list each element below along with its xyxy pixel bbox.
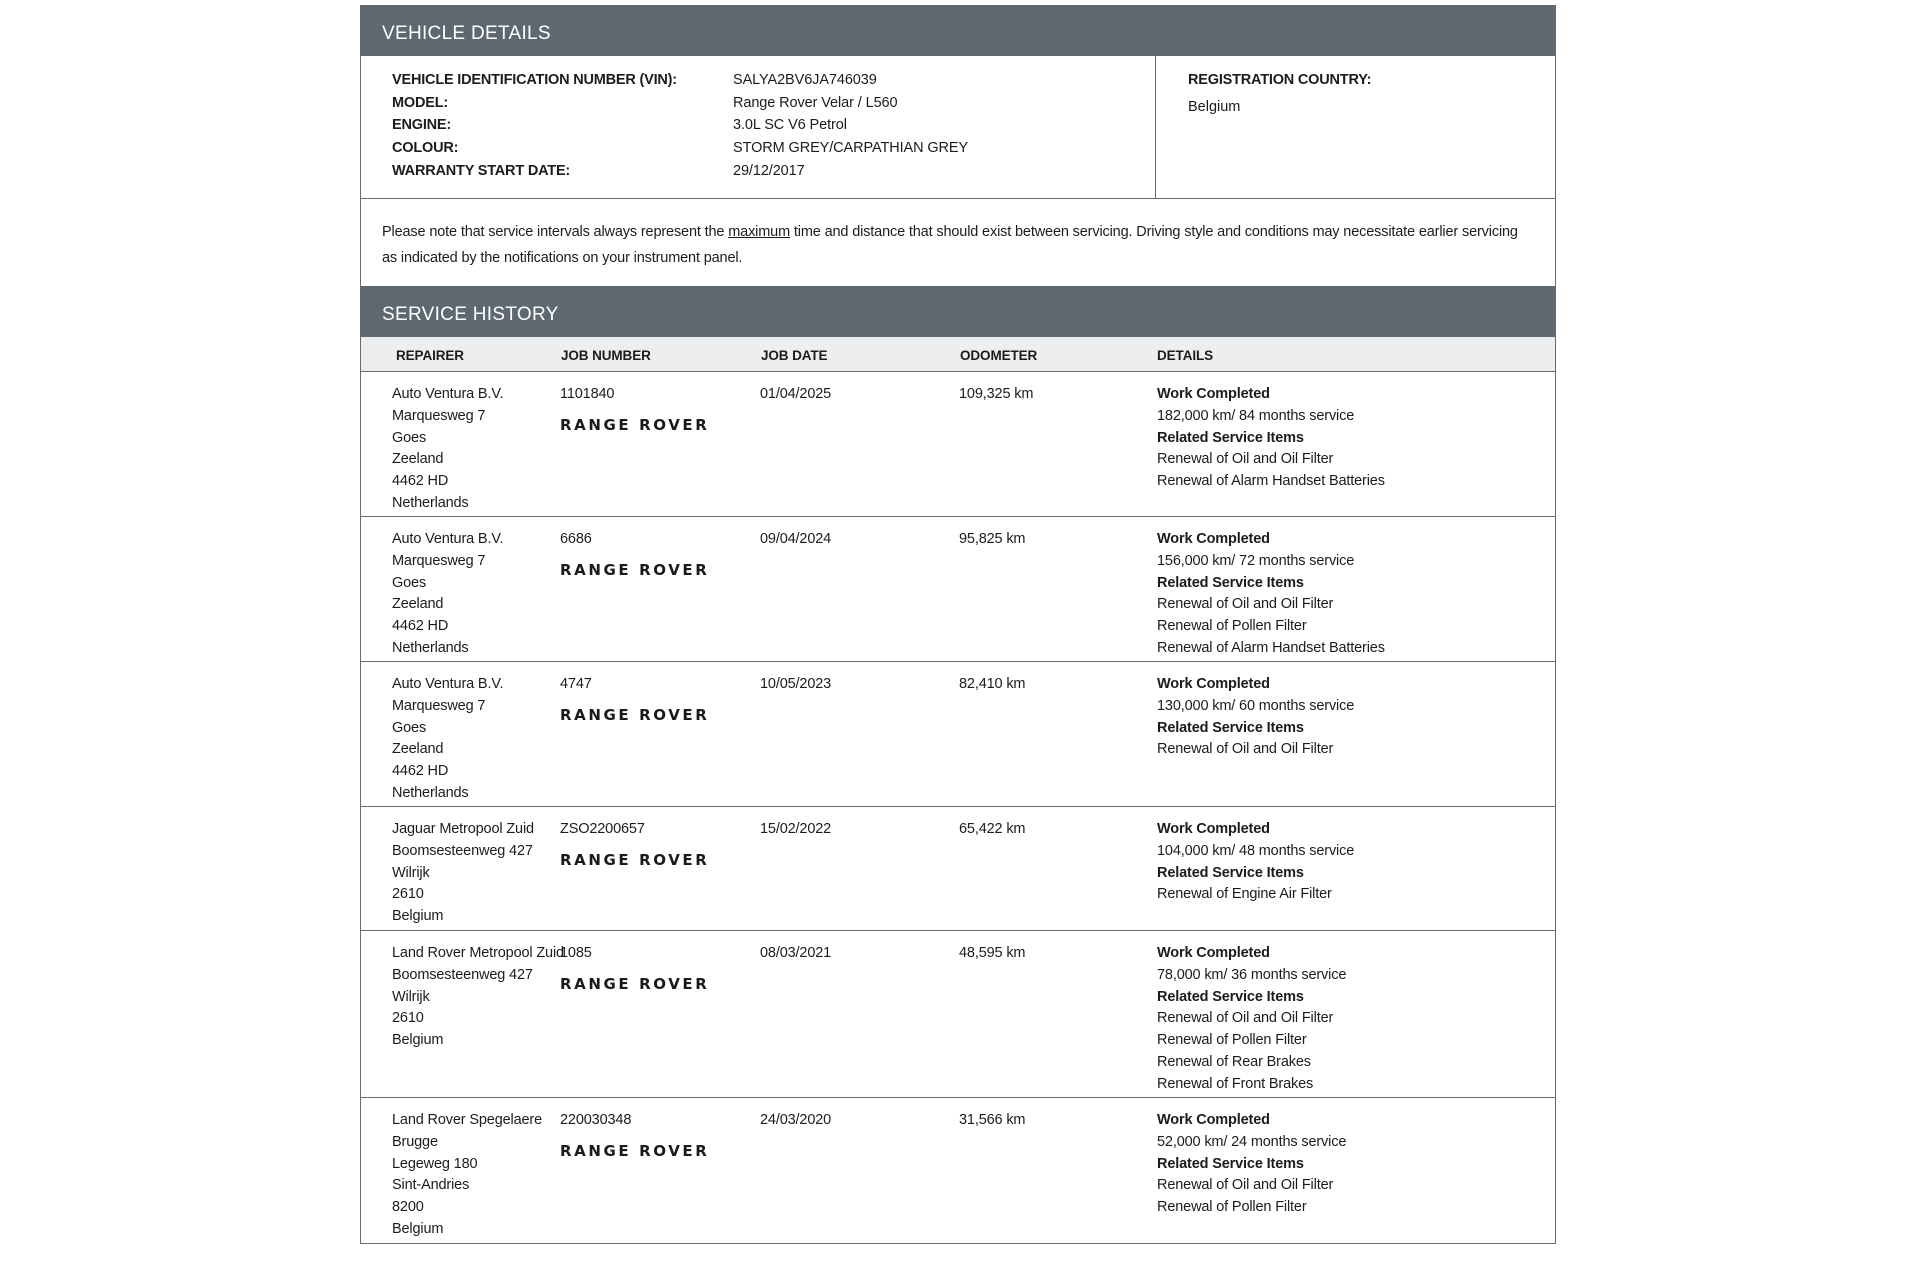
job-date: 15/02/2022 (760, 821, 832, 837)
vin-label: VEHICLE IDENTIFICATION NUMBER (VIN): (392, 72, 677, 88)
details-cell (1157, 1110, 1555, 1243)
repairer-address-line: Netherlands (392, 784, 469, 801)
service-history-column-headers (361, 337, 1555, 372)
work-completed-label: Work Completed (1157, 945, 1270, 961)
odometer-cell (958, 384, 1157, 516)
repairer-address-line: Zeeland (392, 741, 444, 758)
repairer-address-line: 4462 HD (392, 618, 449, 635)
work-completed-label: Work Completed (1157, 531, 1270, 547)
vehicle-details-fields (361, 56, 1156, 198)
job-date-cell (759, 384, 958, 516)
job-date-cell (759, 943, 958, 1097)
engine-label: ENGINE: (392, 117, 452, 134)
column-header-details: DETAILS (1157, 348, 1214, 363)
job-date: 10/05/2023 (760, 676, 832, 692)
job-number: 1101840 (560, 386, 615, 402)
odometer-reading: 95,825 km (959, 531, 1026, 547)
job-number-cell (560, 1110, 759, 1243)
repairer-address-line: Marquesweg 7 (392, 407, 486, 424)
range-rover-logo: RANGE ROVER (560, 974, 710, 993)
range-rover-logo: RANGE ROVER (560, 850, 710, 869)
engine-row (392, 117, 1155, 140)
service-item: Renewal of Alarm Handset Batteries (1157, 473, 1385, 490)
service-item: Renewal of Oil and Oil Filter (1157, 741, 1334, 758)
repairer-address-line: Brugge (392, 1133, 438, 1150)
service-item: Renewal of Pollen Filter (1157, 1032, 1307, 1049)
repairer-cell (361, 943, 564, 1097)
details-cell (1157, 819, 1555, 930)
details-cell (1157, 674, 1555, 806)
details-cell (1157, 529, 1555, 661)
repairer-address-line: Zeeland (392, 596, 444, 613)
repairer-address-line: Goes (392, 574, 427, 591)
job-date: 09/04/2024 (760, 531, 832, 547)
job-number-cell (560, 943, 759, 1097)
odometer-reading: 109,325 km (959, 386, 1034, 402)
range-rover-logo: RANGE ROVER (560, 415, 710, 434)
column-header-repairer: REPAIRER (396, 348, 464, 363)
repairer-address-line: Wilrijk (392, 864, 430, 881)
registration-country-label: REGISTRATION COUNTRY: (1188, 72, 1372, 88)
odometer-reading: 48,595 km (959, 945, 1026, 961)
repairer-address-line: Netherlands (392, 494, 469, 511)
job-date: 24/03/2020 (760, 1112, 832, 1128)
registration-panel (1156, 56, 1371, 198)
colour-label: COLOUR: (392, 140, 459, 157)
repairer-cell (361, 819, 560, 930)
repairer-address-line: 4462 HD (392, 763, 449, 780)
repairer-address-line: 4462 HD (392, 473, 449, 490)
repairer-address-line: Belgium (392, 1220, 444, 1237)
odometer-reading: 31,566 km (959, 1112, 1026, 1128)
details-cell (1157, 384, 1555, 516)
odometer-reading: 82,410 km (959, 676, 1026, 692)
repairer-address-line: Boomsesteenweg 427 (392, 842, 533, 859)
table-row (361, 662, 1555, 807)
job-number-cell (560, 819, 759, 930)
repairer-address-line: Land Rover Spegelaere (392, 1112, 543, 1128)
repairer-address-line: 2610 (392, 886, 424, 903)
repairer-address-line: Wilrijk (392, 988, 430, 1005)
range-rover-logo: RANGE ROVER (560, 705, 710, 724)
warranty-value: 29/12/2017 (733, 162, 805, 179)
service-description: 104,000 km/ 48 months service (1157, 842, 1355, 859)
warranty-label: WARRANTY START DATE: (392, 162, 571, 179)
odometer-cell (958, 1110, 1157, 1243)
odometer-cell (958, 674, 1157, 806)
repairer-address-line: Marquesweg 7 (392, 552, 486, 569)
service-history-rows (361, 372, 1555, 1243)
odometer-cell (958, 943, 1157, 1097)
service-description: 52,000 km/ 24 months service (1157, 1133, 1347, 1150)
job-date-cell (759, 674, 958, 806)
details-cell (1157, 943, 1555, 1097)
job-number-cell (560, 674, 759, 806)
repairer-address-line: Belgium (392, 1032, 444, 1049)
repairer-address-line: Legeweg 180 (392, 1155, 478, 1172)
colour-value: STORM GREY/CARPATHIAN GREY (733, 140, 969, 157)
column-header-job-number: JOB NUMBER (561, 348, 651, 363)
engine-value: 3.0L SC V6 Petrol (733, 117, 847, 134)
service-record-document (360, 5, 1556, 1244)
warranty-row (392, 163, 1155, 186)
work-completed-label: Work Completed (1157, 821, 1270, 837)
column-header-odometer: ODOMETER (960, 348, 1038, 363)
table-row (361, 372, 1555, 517)
repairer-address-line: Auto Ventura B.V. (392, 676, 504, 692)
range-rover-logo: RANGE ROVER (560, 1141, 710, 1160)
service-description: 78,000 km/ 36 months service (1157, 966, 1347, 983)
vin-value: SALYA2BV6JA746039 (733, 72, 877, 88)
job-number-cell (560, 529, 759, 661)
repairer-address-line: Sint-Andries (392, 1177, 470, 1194)
work-completed-label: Work Completed (1157, 386, 1270, 402)
job-number: 6686 (560, 531, 592, 547)
column-header-job-date: JOB DATE (761, 348, 828, 363)
repairer-address-line: Jaguar Metropool Zuid (392, 821, 534, 837)
table-row (361, 807, 1555, 931)
job-date: 08/03/2021 (760, 945, 832, 961)
colour-row (392, 140, 1155, 163)
model-row (392, 95, 1155, 118)
related-service-items-label: Related Service Items (1157, 719, 1304, 736)
service-history-heading: SERVICE HISTORY (361, 286, 1555, 337)
repairer-address-line: Boomsesteenweg 427 (392, 966, 533, 983)
note-emphasis: maximum (728, 224, 791, 240)
repairer-address-line: Zeeland (392, 451, 444, 468)
odometer-cell (958, 819, 1157, 930)
repairer-cell (361, 1110, 560, 1243)
service-description: 156,000 km/ 72 months service (1157, 552, 1355, 569)
service-item: Renewal of Oil and Oil Filter (1157, 1177, 1334, 1194)
note-text-start: Please note that service intervals always represent the (382, 224, 729, 240)
service-item: Renewal of Front Brakes (1157, 1075, 1314, 1092)
repairer-address-line: Auto Ventura B.V. (392, 531, 504, 547)
job-number: 1085 (560, 945, 592, 961)
service-description: 182,000 km/ 84 months service (1157, 407, 1355, 424)
repairer-address-line: Land Rover Metropool Zuid (392, 945, 564, 961)
vin-row (392, 72, 1155, 95)
repairer-address-line: Goes (392, 429, 427, 446)
service-interval-note (361, 199, 1555, 286)
job-number-cell (560, 384, 759, 516)
job-date: 01/04/2025 (760, 386, 832, 402)
repairer-address-line: Netherlands (392, 639, 469, 656)
repairer-address-line: Belgium (392, 908, 444, 925)
vehicle-details-heading: VEHICLE DETAILS (361, 5, 1555, 56)
repairer-cell (361, 384, 560, 516)
work-completed-label: Work Completed (1157, 676, 1270, 692)
repairer-address-line: Marquesweg 7 (392, 697, 486, 714)
odometer-cell (958, 529, 1157, 661)
model-value: Range Rover Velar / L560 (733, 94, 898, 111)
job-number: 4747 (560, 676, 592, 692)
service-item: Renewal of Pollen Filter (1157, 1199, 1307, 1216)
service-item: Renewal of Oil and Oil Filter (1157, 1010, 1334, 1027)
repairer-address-line: 2610 (392, 1010, 424, 1027)
work-completed-label: Work Completed (1157, 1112, 1270, 1128)
related-service-items-label: Related Service Items (1157, 864, 1304, 881)
table-row (361, 931, 1555, 1098)
repairer-cell (361, 674, 560, 806)
job-date-cell (759, 529, 958, 661)
repairer-address-line: Goes (392, 719, 427, 736)
model-label: MODEL: (392, 94, 448, 111)
service-item: Renewal of Oil and Oil Filter (1157, 596, 1334, 613)
service-description: 130,000 km/ 60 months service (1157, 697, 1355, 714)
job-date-cell (759, 1110, 958, 1243)
repairer-cell (361, 529, 560, 661)
repairer-address-line: Auto Ventura B.V. (392, 386, 504, 402)
table-row (361, 1098, 1555, 1243)
note-text-end: time and distance that should exist between servicing. Driving style and conditions may necessitate earlier servicing as indicated by the notifications on your instrument panel. (382, 224, 1518, 266)
odometer-reading: 65,422 km (959, 821, 1026, 837)
table-row (361, 517, 1555, 662)
related-service-items-label: Related Service Items (1157, 574, 1304, 591)
registration-country-value: Belgium (1188, 99, 1241, 115)
related-service-items-label: Related Service Items (1157, 429, 1304, 446)
service-item: Renewal of Oil and Oil Filter (1157, 451, 1334, 468)
job-number: ZSO2200657 (560, 821, 645, 837)
repairer-address-line: 8200 (392, 1199, 424, 1216)
job-number: 220030348 (560, 1112, 632, 1128)
related-service-items-label: Related Service Items (1157, 988, 1304, 1005)
service-item: Renewal of Alarm Handset Batteries (1157, 639, 1385, 656)
service-item: Renewal of Pollen Filter (1157, 618, 1307, 635)
service-item: Renewal of Engine Air Filter (1157, 886, 1332, 903)
range-rover-logo: RANGE ROVER (560, 560, 710, 579)
vehicle-details-panel (361, 56, 1555, 199)
related-service-items-label: Related Service Items (1157, 1155, 1304, 1172)
service-item: Renewal of Rear Brakes (1157, 1053, 1311, 1070)
job-date-cell (759, 819, 958, 930)
